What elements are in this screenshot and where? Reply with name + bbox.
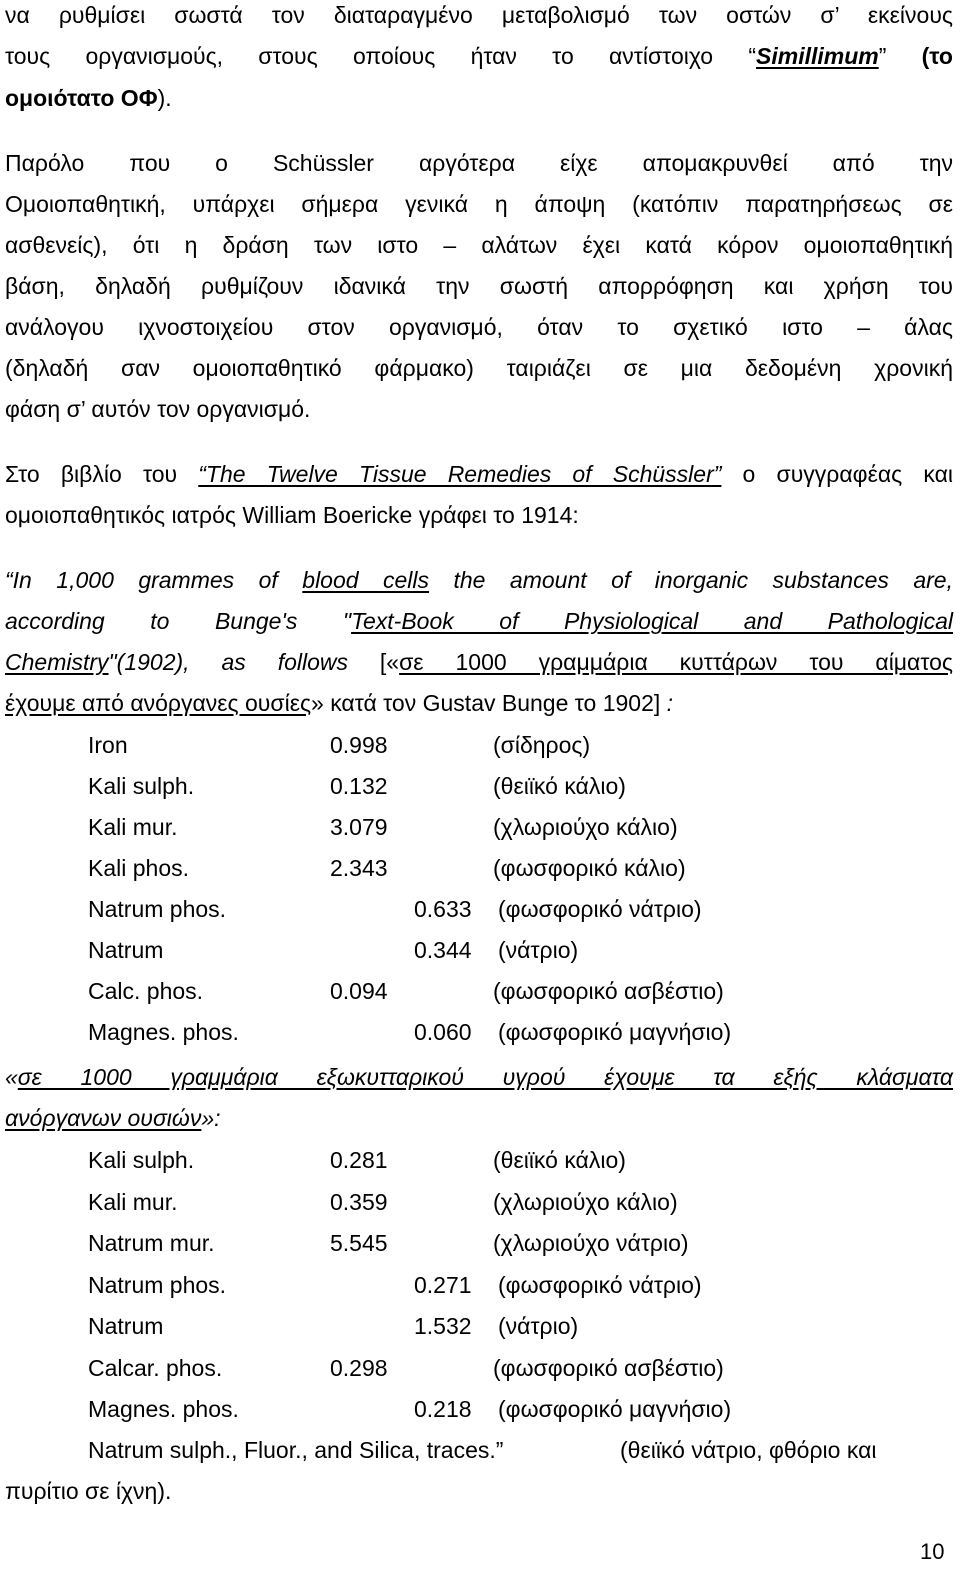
row-value: 2.343 (330, 855, 388, 881)
text-span: ο συγγραφέας και (721, 461, 953, 487)
row-description: (χλωριούχο νάτριο) (493, 1230, 689, 1256)
text-span: the amount of inorganic substances are, (429, 567, 953, 593)
row-description: (θειϊκό κάλιο) (493, 1147, 626, 1173)
row-name: Calc. phos. (88, 978, 204, 1004)
quote-line-4 (5, 689, 953, 717)
row-description: (θειϊκό κάλιο) (493, 773, 626, 799)
quote-mark: “ (748, 43, 757, 69)
row-description: (φωσφορικό ασβέστιο) (493, 978, 724, 1004)
closing-line-2: πυρίτιο σε ίχνη). (5, 1478, 172, 1504)
row-name: Natrum phos. (88, 896, 227, 922)
row-value: 0.633 (414, 896, 472, 922)
row-name: Kali phos. (88, 855, 190, 881)
extracellular-text: ανόργανων ουσιών (5, 1105, 202, 1131)
row-name: Kali mur. (88, 1188, 178, 1215)
row-description: (νάτριο) (498, 937, 579, 963)
book-title: Chemistry (5, 649, 109, 675)
book-title: Text-Book of Physiological and Pathological (351, 608, 953, 634)
row-value: 0.060 (414, 1019, 472, 1045)
text-span: τους οργανισμούς, στους οποίους ήταν το αντίστοιχο (5, 43, 749, 69)
paragraph-2-line-6: (δηλαδή σαν ομοιοπαθητικό φάρμακο) ταιριάζει σε μια δεδομένη χρονική (5, 355, 953, 381)
row-name: Kali mur. (88, 814, 178, 840)
greek-translation: σε 1000 γραμμάρια κυττάρων του αίματος (399, 649, 953, 675)
row-name: Magnes. phos. (88, 1396, 239, 1422)
row-name: Kali sulph. (88, 773, 195, 799)
greek-translation: έχουμε από ανόργανες ουσίες (5, 690, 312, 716)
blood-cells-term: blood cells (302, 567, 430, 593)
paragraph-1-line-1: να ρυθμίσει σωστά τον διαταραγμένο μεταβολισμό των οστών σ’ εκείνους (5, 2, 953, 28)
quote-mark: ” (878, 43, 887, 69)
row-name: Iron (88, 732, 128, 758)
row-description: (φωσφορικό νάτριο) (498, 1271, 702, 1298)
paragraph-2-line-7: φάση σ’ αυτόν τον οργανισμό. (5, 396, 311, 422)
row-value: 0.344 (414, 937, 472, 963)
row-value: 0.218 (414, 1396, 472, 1422)
paragraph-1-line-3 (5, 84, 953, 112)
paragraph-1-line-2 (5, 42, 953, 70)
row-value: 0.271 (414, 1271, 472, 1298)
row-value: 5.545 (330, 1230, 388, 1256)
paragraph-2-line-4: βάση, δηλαδή ρυθμίζουν ιδανικά την σωστή απορρόφηση και χρήση του (5, 273, 953, 299)
text-span: according to Bunge's " (5, 608, 352, 634)
text-span: [« (379, 649, 400, 675)
traces-text: Natrum sulph., Fluor., and Silica, traces.” (88, 1437, 504, 1463)
text-span: »: (201, 1105, 221, 1131)
book-title: “The Twelve Tissue Remedies of Schüssler” (198, 461, 722, 487)
row-value: 0.998 (330, 732, 388, 758)
row-value: 0.132 (330, 773, 388, 799)
paragraph-2-line-2: Ομοιοπαθητική, υπάρχει σήμερα γενικά η άποψη (κατόπιν παρατηρήσεως σε (5, 191, 953, 217)
row-name: Kali sulph. (88, 1147, 195, 1173)
row-value: 0.094 (330, 978, 388, 1004)
quote-line-1 (5, 566, 953, 594)
text-span: “In 1,000 grammes of (5, 567, 303, 593)
row-description: (φωσφορικό μαγνήσιο) (498, 1396, 732, 1422)
simillimum-term: Simillimum (756, 43, 879, 69)
row-name: Natrum phos. (88, 1271, 227, 1298)
row-description: (φωσφορικό ασβέστιο) (493, 1354, 724, 1381)
row-description: (φωσφορικό μαγνήσιο) (498, 1019, 732, 1045)
row-description: (χλωριούχο κάλιο) (493, 1188, 678, 1215)
text-span: ). (157, 85, 172, 111)
paragraph-3-line-2: ομοιοπαθητικός ιατρός William Boericke γράφει το 1914: (5, 502, 579, 528)
paragraph-3-line-1 (5, 460, 953, 488)
colon: : (666, 690, 674, 716)
text-span: Στο βιβλίο του (5, 461, 199, 487)
text-span: » κατά τον Gustav Bunge το 1902] (311, 690, 667, 716)
row-value: 0.298 (330, 1354, 388, 1381)
quote-mark: « (5, 1064, 18, 1090)
row-description: (φωσφορικό κάλιο) (493, 855, 686, 881)
quote-line-2 (5, 607, 953, 635)
row-name: Natrum (88, 1313, 164, 1339)
bold-term: ομοιότατο ΟΦ (5, 85, 158, 111)
row-value: 0.281 (330, 1147, 388, 1173)
quote-line-3 (5, 648, 953, 676)
text-span: (το (886, 43, 953, 69)
paragraph-2-line-5: ανάλογου ιχνοστοιχείου στον οργανισμό, όταν το σχετικό ιστο – άλας (5, 314, 953, 340)
row-value: 0.359 (330, 1188, 388, 1215)
row-description: (σίδηρος) (493, 732, 591, 758)
row-description: (νάτριο) (498, 1313, 579, 1339)
extracellular-text: σε 1000 γραμμάρια εξωκυτταρικού υγρού έχουμε τα εξής κλάσματα (17, 1064, 953, 1090)
paragraph-2-line-1: Παρόλο που ο Schüssler αργότερα είχε απομακρυνθεί από την (5, 150, 953, 176)
row-description: (χλωριούχο κάλιο) (493, 814, 678, 840)
row-name: Natrum mur. (88, 1230, 215, 1256)
row-name: Natrum (88, 937, 164, 963)
row-value: 1.532 (414, 1313, 472, 1339)
row-name: Calcar. phos. (88, 1354, 223, 1381)
row-description: (φωσφορικό νάτριο) (498, 896, 702, 922)
row-value: 3.079 (330, 814, 388, 840)
page-number: 10 (920, 1539, 945, 1564)
extracellular-heading-line-1 (5, 1063, 953, 1091)
paragraph-2-line-3: ασθενείς), ότι η δράση των ιστο – αλάτων έχει κατά κόρον ομοιοπαθητική (5, 232, 953, 258)
extracellular-heading-line-2 (5, 1104, 953, 1132)
text-span: "(1902), as follows (108, 649, 380, 675)
row-name: Magnes. phos. (88, 1019, 239, 1045)
traces-translation: (θειϊκό νάτριο, φθόριο και (620, 1437, 877, 1463)
